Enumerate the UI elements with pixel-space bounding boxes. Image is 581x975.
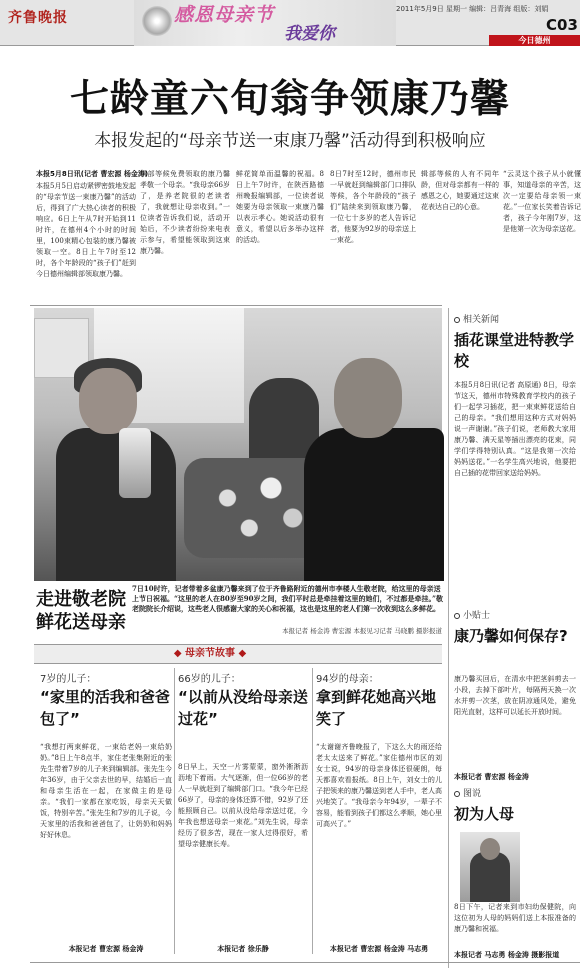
lead-column-6: “云灵这个孩子从小就懂事，知道母亲的辛苦，这次一定要给母亲领一束花。”一位家长笑着告诉记者，孩子今年刚7岁，这是他第一次为母亲送花。 xyxy=(503,170,581,233)
picture-news-caption: 8日下午，记者来到市妇幼保健院，向这位初为人母的妈妈们送上本报准备的康乃馨和祝福。 xyxy=(454,903,576,933)
banner-subtitle: 我爱你 xyxy=(284,24,335,44)
section-label: 今日德州 xyxy=(489,35,580,46)
tip-body: 康乃馨买回后，在清水中把茎斜剪去一小段，去掉下部叶片，每隔两天换一次水并剪一次茎，放在阴凉通风处，避免阳光直射，这样可以延长开放时间。 xyxy=(454,675,576,716)
bullet-icon xyxy=(454,613,460,619)
bullet-icon xyxy=(454,791,460,797)
lead-column-3: 鲜花简单而温馨的祝福。8日上午7时许，在陕西路德州晚报编辑部，一位读者说她要为母亲领取一束康乃馨以表示孝心。她说活动很有意义，希望以后多举办这样的活动。 xyxy=(236,170,324,244)
divider xyxy=(30,305,442,306)
bullet-icon xyxy=(454,317,460,323)
story-headline: “家里的活我和爸爸包了” xyxy=(40,688,170,728)
tip-label: 小贴士 xyxy=(454,608,574,622)
lead-column-1: 本报5月5日启动紧锣密鼓地发起的“母亲节送一束康乃馨”的活动后，得到了广大热心读者的积极响应。6日上午从7时开始到11时许，在德州4个小时的时间里，100束精心包装的康乃馨被领取一空。8日上午7时至12时，各个年龄段的“孩子们”赶到今日德州编辑部领取康乃馨。 xyxy=(36,182,136,278)
picture-news-credit: 本报记者 马志勇 杨金涛 摄影报道 xyxy=(454,951,560,959)
stories-bar-label: ◆ 母亲节故事 ◆ xyxy=(173,648,247,659)
related-news-label: 相关新闻 xyxy=(454,312,574,326)
story-kicker: 94岁的母亲： xyxy=(316,674,379,685)
sub-headline: 本报发起的“母亲节送一束康乃馨”活动得到积极响应 xyxy=(94,131,486,151)
lead-byline: 本报5月8日讯(记者 曹宏源 杨金涛) xyxy=(36,170,149,178)
picture-news-headline: 初为人母 xyxy=(454,805,515,823)
story-credit: 本报记者 徐乐静 xyxy=(217,945,269,953)
tip-headline: 康乃馨如何保存? xyxy=(454,627,568,645)
photo-title: 走进敬老院鲜花送母亲 xyxy=(36,589,126,633)
photo-bouquet xyxy=(119,428,151,498)
story-credit: 本报记者 曹宏源 杨金涛 xyxy=(68,945,144,953)
tip-credit: 本报记者 曹宏源 杨金涛 xyxy=(454,773,529,781)
divider xyxy=(30,962,580,963)
divider xyxy=(174,668,175,954)
story-kicker: 7岁的儿子： xyxy=(40,674,97,685)
story-body: 8日早上，天空一片雾蒙蒙，窗外淅淅沥沥地下着雨。大气逐渐，但一位66岁的老人一早就赶到了编辑部门口。“我今年已经66岁了，母亲的身体还算不错，92岁了还能照顾自己。以前从没给母亲送过花，今年我也想送母亲一束花。”刘先生说，母亲经历了很多苦，现在一家人过得很好，希望母亲健康长寿。 xyxy=(178,763,308,848)
lead-column-4: 8日7时至12时，德州市民一早就赶到编辑部门口排队等候，各个年龄段的“孩子们”陆续来到领取康乃馨，一位七十多岁的老人告诉记者，他要为92岁的母亲送上一束花。 xyxy=(330,170,416,244)
photo-caption: 7日10时许，记者带着多盆康乃馨来到了位于齐鲁路附近的德州市李楼人生敬老院，给这里的母亲送上节日祝福。“这里的老人在80岁至90岁之间，我们平时总是牵挂着这里的她们，不过都是牵挂。”敬老院院长介绍说，这些老人很感谢大家的关心和祝福，这也是这里的老人们第一次收到这么多鲜花。 xyxy=(132,584,444,613)
story-kicker: 66岁的儿子： xyxy=(178,674,241,685)
story-body: “我想打两束鲜花，一束给老妈一束给奶奶。”8日上午8点半，家住老张集附近的张先生带着7岁的儿子来到编辑部。张先生今年36岁，由于父亲去世的早，结婚后一直和母亲生活在一起，在家做主的是母亲。“我们一家都在家吃饭，母亲天天做饭，特别辛苦。”张先生和7岁的儿子说，今天家里的活我和爸爸包了，让奶奶和妈妈好好休息。 xyxy=(40,743,172,839)
photo-man xyxy=(304,428,444,581)
lead-column-5: 辑部等候的人有不同年龄，但对母亲都有一样的感恩之心，她要通过这束花表达自己的心意。 xyxy=(421,170,499,211)
picture-news-label: 图说 xyxy=(454,786,574,800)
divider xyxy=(312,668,313,954)
page-number: C03 xyxy=(546,16,578,34)
related-body: 本报5月8日讯(记者 高原通) 8日，母亲节这天，德州市特殊教育学校内的孩子们一起学习插花，把一束束鲜花送给自己的母亲。“我们想用这种方式对妈妈说一声谢谢。”孩子们说，老师教大家用康乃馨、满天星等插出漂亮的花束，同学们学得特别认真。“这是我第一次给妈妈送花。”一名学生高兴地说，他要把自己插的花带回家送给妈妈。 xyxy=(454,381,576,477)
flower-icon xyxy=(142,6,172,36)
newspaper-logo: 齐鲁晚报 xyxy=(8,10,68,26)
story-body: “太谢谢齐鲁晚报了，下这么大的雨还给老太太送来了鲜花。”家住德州市区的刘女士说，94岁的母亲身体还很硬朗，每天都喜欢看报纸。8日上午，刘女士的儿子把领来的康乃馨送到老人手中，老人高兴地笑了。“我母亲今年94岁，一辈子不容易，能看到孩子们都这么孝顺，她心里可高兴了。” xyxy=(316,743,442,828)
main-photo xyxy=(34,308,442,581)
picture-news-photo xyxy=(460,832,520,902)
photo-credit: 本报记者 杨金涛 曹宏源 本报见习记者 马晓鹏 摄影报道 xyxy=(282,627,442,635)
related-headline: 插花课堂进特教学校 xyxy=(454,331,575,370)
story-headline: 拿到鲜花她高兴地笑了 xyxy=(316,688,437,728)
lead-column-2: 辑部等候免费领取的康乃馨孝敬一个母亲。“我母亲66岁了，是养老院很的老读者了，我就想让母亲收到。”一位读者告诉我们说，活动开始后，不少读者纷纷来电表示参与，希望能领取到这束康乃馨。 xyxy=(140,170,230,255)
dateline: 2011年5月9日 星期一 编辑：吕青海 组版：刘娟 xyxy=(396,5,549,13)
photo-elderly-woman xyxy=(56,428,176,581)
banner-title: 感恩母亲节 xyxy=(174,4,275,26)
story-headline: “以前从没给母亲送过花” xyxy=(178,688,308,728)
mothers-day-banner xyxy=(134,0,396,46)
story-credit: 本报记者 曹宏源 杨金涛 马志勇 xyxy=(329,945,429,953)
main-headline: 七龄童六旬翁争领康乃馨 xyxy=(69,77,510,122)
divider xyxy=(448,308,449,968)
